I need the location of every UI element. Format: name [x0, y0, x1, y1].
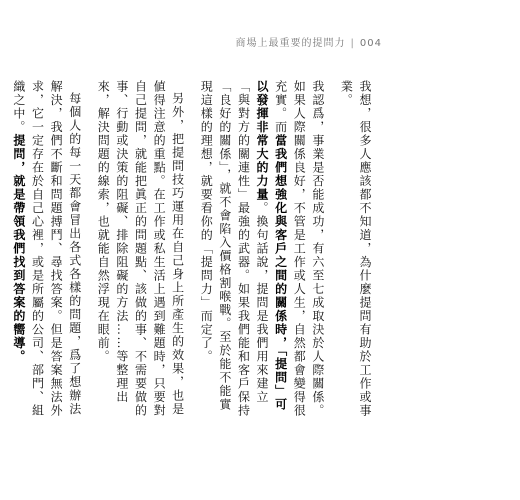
page-number: 004 — [359, 38, 382, 49]
paragraph — [197, 80, 327, 420]
book-title: 商場上最重要的提問力 — [235, 38, 346, 49]
paragraph — [94, 80, 187, 420]
emphasized-text: 當我們想強化與客戶之間的關係時，「提問」可以發揮非常大的力量 — [255, 80, 288, 412]
paragraph-text: 我想，很多人應該都不知道，為什麼提問有助於工作或事業。 — [339, 80, 372, 418]
body-text — [9, 80, 374, 420]
paragraph-text: 。換句話說，提問是我們用來建立「與對方的關連性」最強的武器。如果我們能和客戶保持「良好的關係」，就不會陷入價格割喉戰。至於能不能實現這樣的理想，就要看你的「提問力」而定了。 — [199, 80, 270, 418]
paragraph-text: 另外，把提問技巧運用在自己身上所產生的效果，也是値得注意的重點。在工作或私生活上遇到難題時，只要對自己提問，就能把眞正的問題點、該做的事、不需要做的事、行動或決策的阻礙、排除阻礙的方法……等整理出來，解決問題的線索，也就能自然浮現在眼前。 — [96, 80, 185, 418]
paragraph-text: 我認爲，事業是否能成功，有六至七成取決於人際關係。如果人際關係良好，不管是工作或人生，自然都會變得很充實。而 — [273, 80, 325, 418]
header-separator: | — [350, 38, 355, 49]
paragraph — [337, 80, 374, 420]
running-header — [236, 34, 382, 49]
emphasized-text: 提問，就是帶領我們找到答案的嚮導。 — [11, 134, 26, 364]
paragraph — [9, 80, 83, 420]
paragraph-text: 每個人的每一天都會冒出各式各樣的問題，爲了想辦法解決，我們不斷和問題搏鬥、尋找答案。但是答案無法外求，它一定存在於自己心裡，或是所屬的公司、部門、組織之中。 — [11, 80, 82, 418]
